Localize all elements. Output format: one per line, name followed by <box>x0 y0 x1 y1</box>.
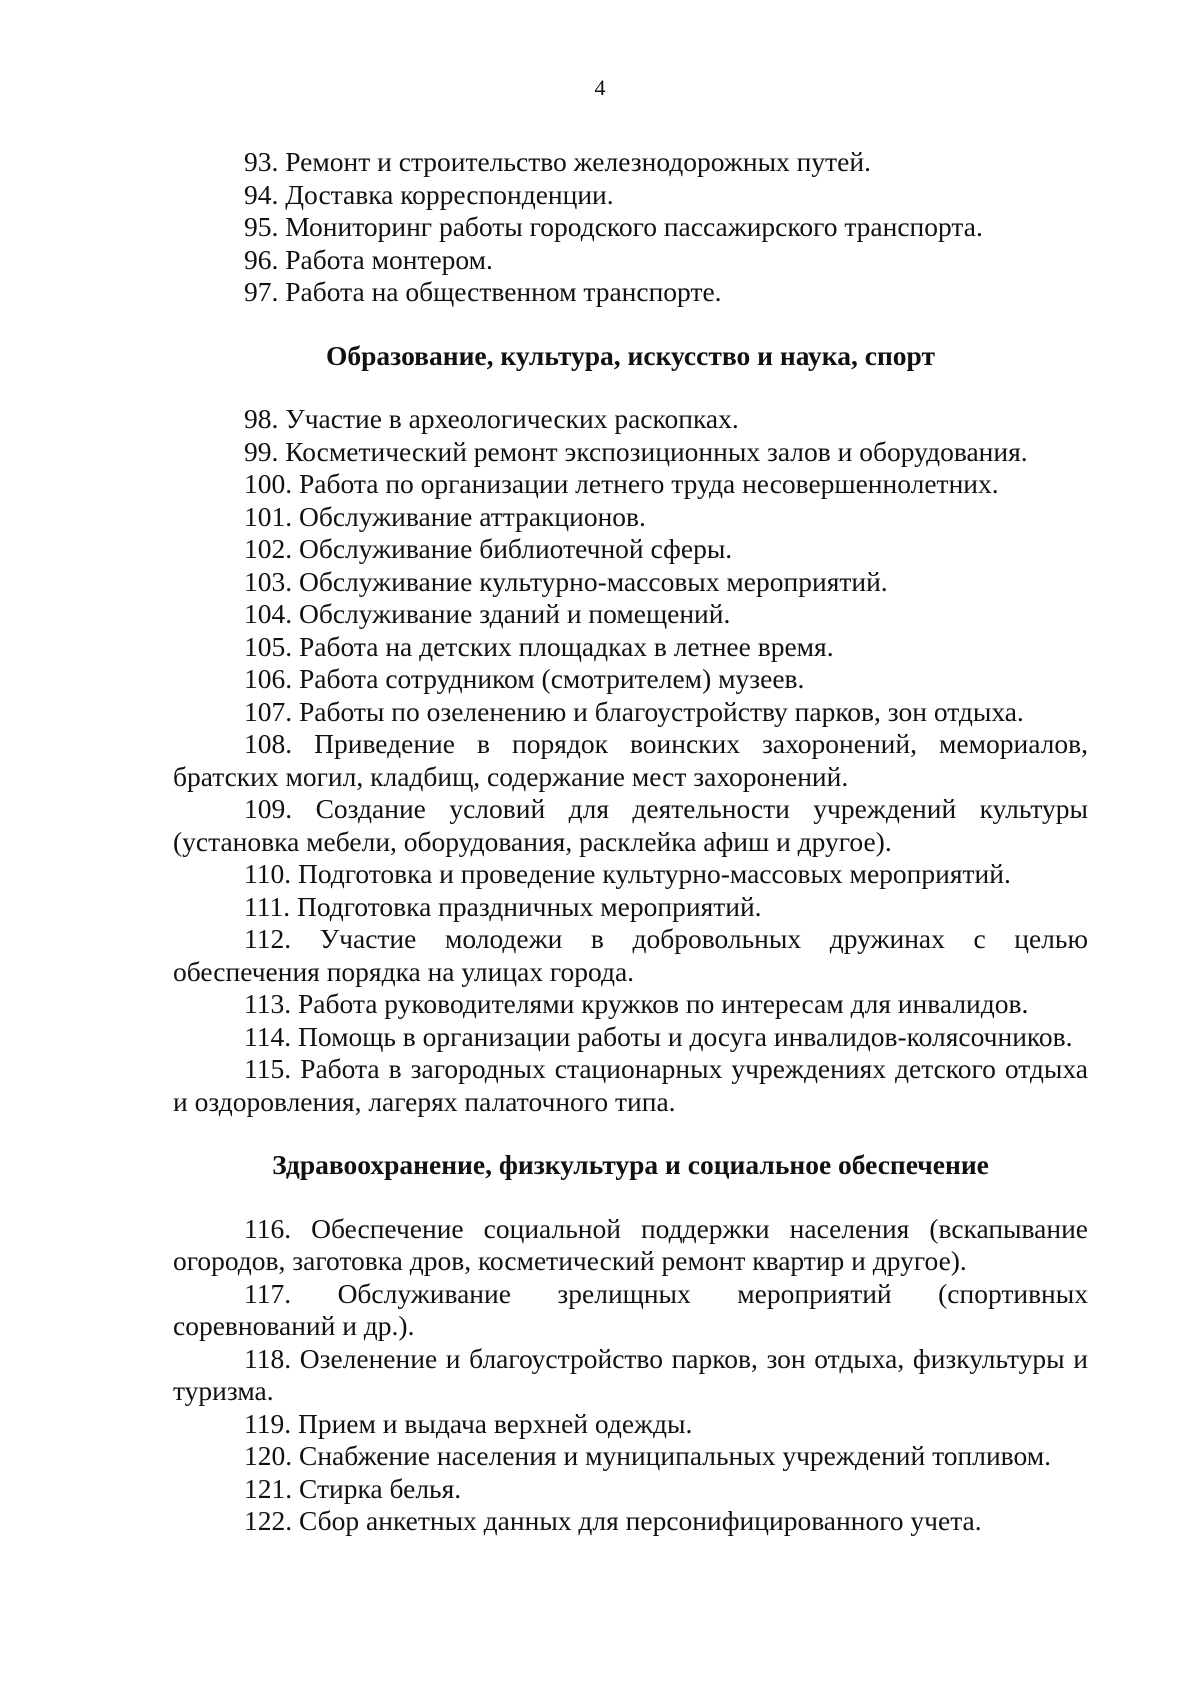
list-item: 120. Снабжение населения и муниципальных учреждений топливом. <box>244 1440 1051 1471</box>
list-item: 121. Стирка белья. <box>244 1472 462 1504</box>
list-item: 105. Работа на детских площадках в летнее время. <box>244 630 834 662</box>
list-item: 117. Обслуживание зрелищных мероприятий (спортивных соревнований и др.). <box>173 1277 1088 1341</box>
list-item: 116. Обеспечение социальной поддержки населения (вскапывание огородов, заготовка дров, косметический ремонт квартир и другое). <box>173 1212 1088 1276</box>
page-number: 4 <box>594 75 606 100</box>
section-heading: Образование, культура, искусство и наука, спорт <box>326 339 935 371</box>
list-item: 103. Обслуживание культурно-массовых мероприятий. <box>244 565 888 597</box>
list-item: 101. Обслуживание аттракционов. <box>244 500 646 532</box>
section-healthcare <box>173 1149 1088 1538</box>
section-education-culture <box>173 340 1088 1119</box>
list-item: 95. Мониторинг работы городского пассажирского транспорта. <box>244 211 983 242</box>
list-item: 118. Озеленение и благоустройство парков, зон отдыха, физкультуры и туризма. <box>173 1342 1088 1406</box>
section-heading: Здравоохранение, физкультура и социальное обеспечение <box>272 1149 989 1180</box>
list-item: 99. Косметический ремонт экспозиционных залов и оборудования. <box>244 435 1028 467</box>
section-transport <box>173 146 1088 309</box>
list-item: 96. Работа монтером. <box>244 243 493 275</box>
list-item: 102. Обслуживание библиотечной сферы. <box>244 533 733 564</box>
list-item: 100. Работа по организации летнего труда несовершеннолетних. <box>244 468 999 499</box>
list-item: 113. Работа руководителями кружков по интересам для инвалидов. <box>244 988 1029 1019</box>
document-body <box>173 146 1088 1538</box>
list-item: 114. Помощь в организации работы и досуга инвалидов-колясочников. <box>244 1020 1073 1052</box>
list-item: 94. Доставка корреспонденции. <box>244 178 614 210</box>
list-item: 107. Работы по озеленению и благоустройству парков, зон отдыха. <box>244 695 1024 727</box>
list-item: 109. Создание условий для деятельности учреждений культуры (установка мебели, оборудования, расклейка афиш и другое). <box>173 793 1088 857</box>
list-item: 108. Приведение в порядок воинских захоронений, мемориалов, братских могил, кладбищ, содержание мест захоронений. <box>173 728 1088 792</box>
list-item: 97. Работа на общественном транспорте. <box>244 276 722 307</box>
list-item: 115. Работа в загородных стационарных учреждениях детского отдыха и оздоровления, лагерях палаточного типа. <box>173 1053 1088 1117</box>
list-item: 106. Работа сотрудником (смотрителем) музеев. <box>244 663 805 694</box>
list-item: 110. Подготовка и проведение культурно-массовых мероприятий. <box>244 858 1011 889</box>
list-item: 112. Участие молодежи в добровольных дружинах с целью обеспечения порядка на улицах города. <box>173 923 1088 987</box>
list-item: 119. Прием и выдача верхней одежды. <box>244 1407 693 1439</box>
list-item: 93. Ремонт и строительство железнодорожных путей. <box>244 146 871 177</box>
list-item: 111. Подготовка праздничных мероприятий. <box>244 890 762 922</box>
list-item: 122. Сбор анкетных данных для персонифицированного учета. <box>244 1505 982 1536</box>
list-item: 98. Участие в археологических раскопках. <box>244 403 739 434</box>
list-item: 104. Обслуживание зданий и помещений. <box>244 598 731 629</box>
